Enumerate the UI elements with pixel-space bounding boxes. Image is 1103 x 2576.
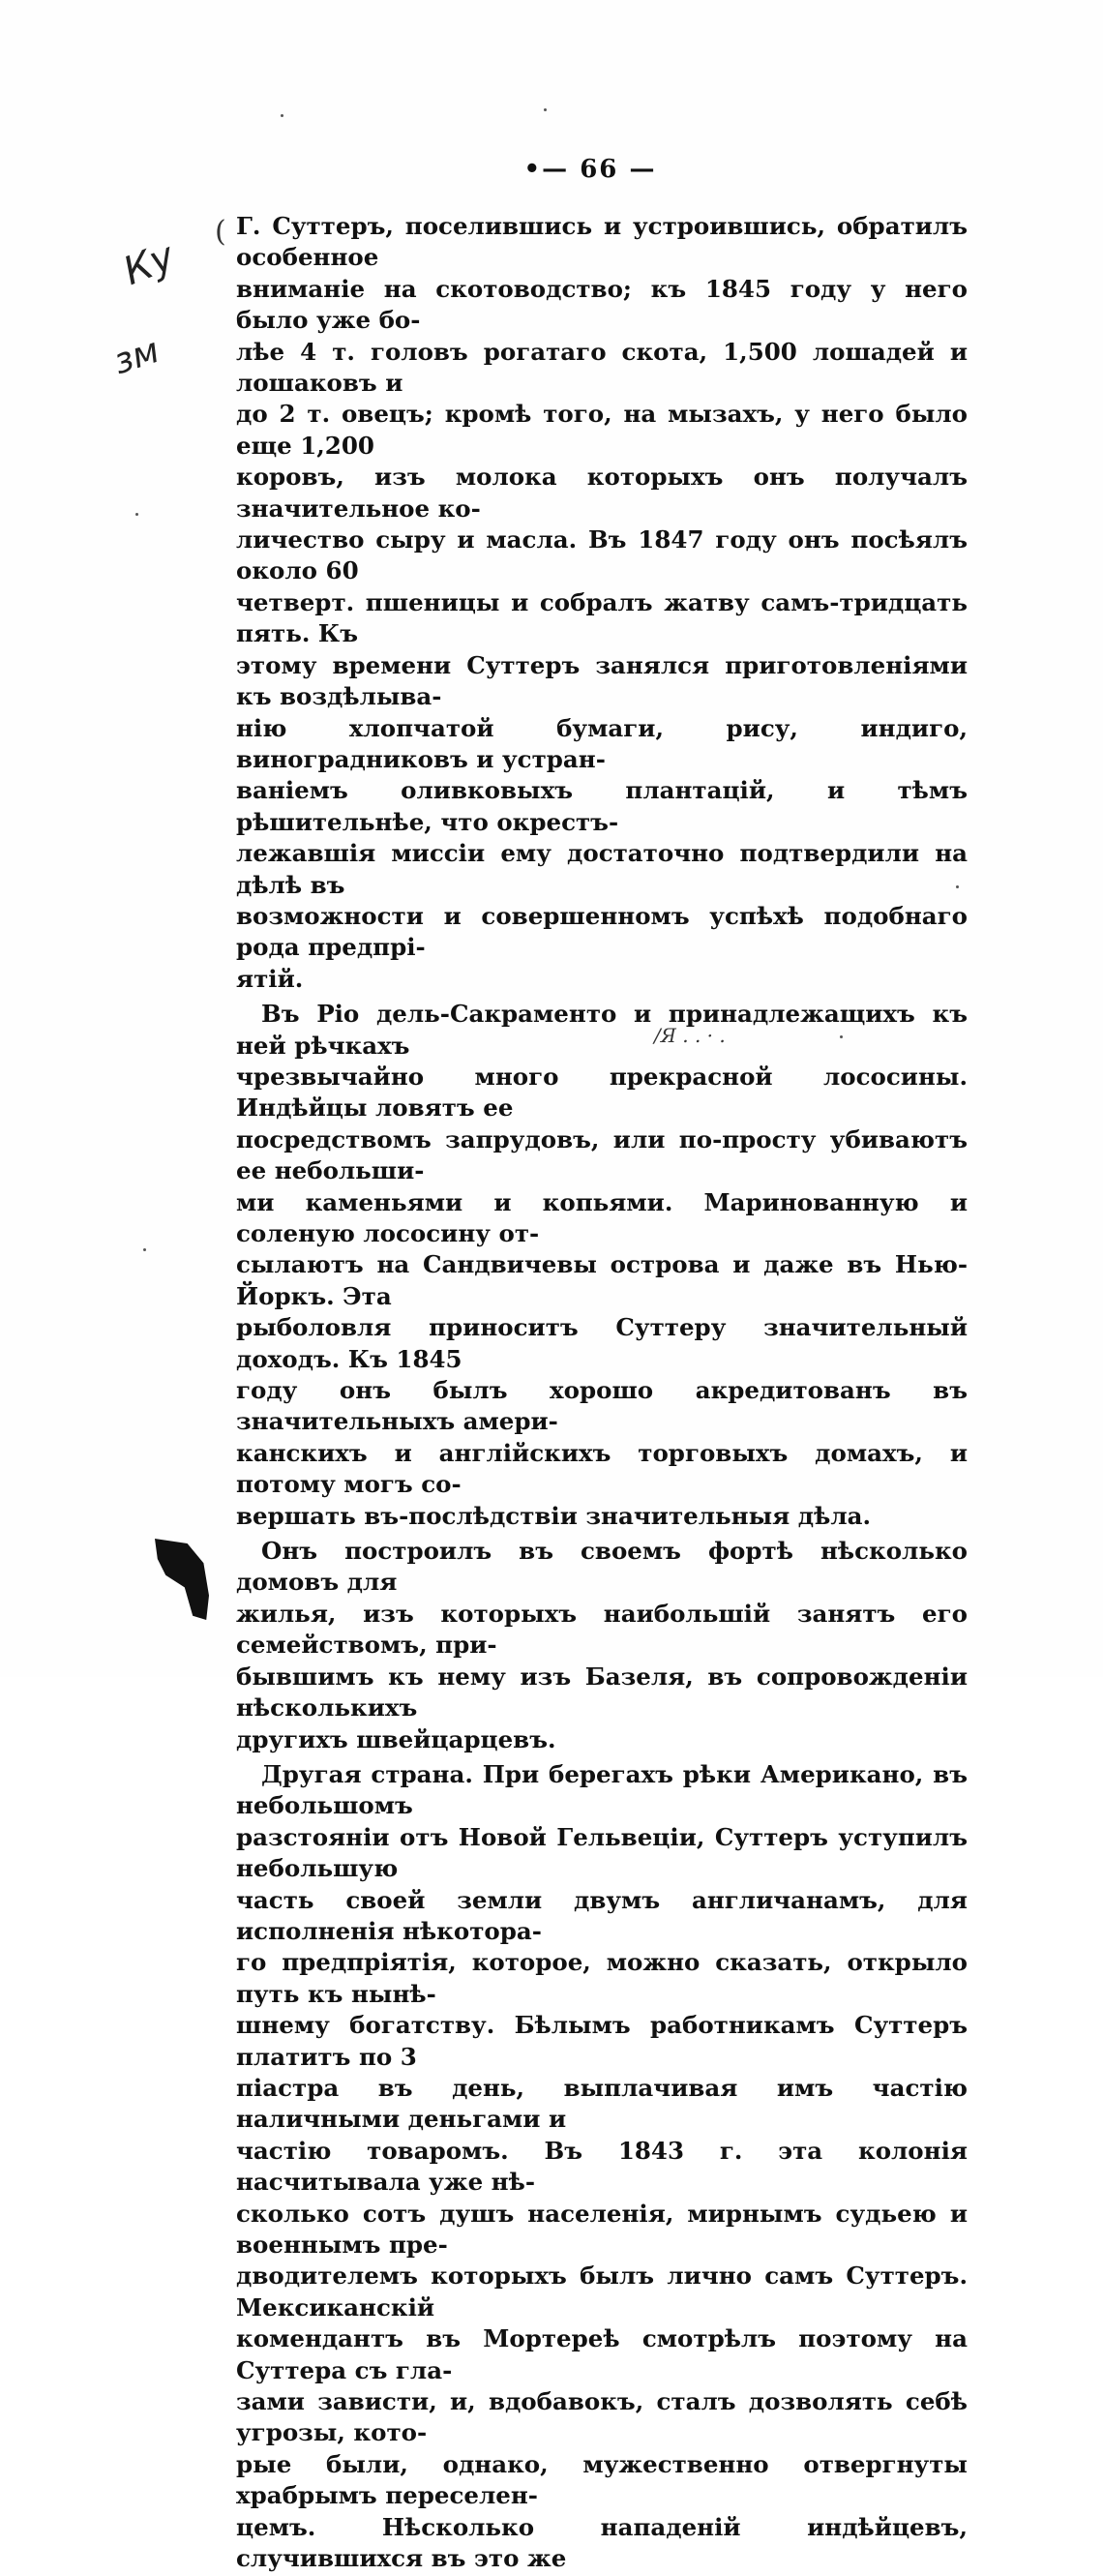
paragraph-3: Онъ построилъ въ своемъ фортѣ нѣсколько домовъ для жилья, изъ которыхъ наибольшій занятъ его семействомъ, при- бывшимъ къ нему изъ Базеля, въ сопровожденіи нѣсколькихъ другихъ швейцарцевъ.	[236, 1537, 968, 1753]
paragraph-4: Другая страна. При берегахъ рѣки Американо, въ небольшомъ разстояніи отъ Новой Гельвеціи, Суттеръ уступилъ небольшую часть своей земли двумъ англичанамъ, для исполненія нѣкотора- го предпріятія, которое, можно сказать, открыло путь къ нынѣ- шнему богатству. Бѣлымъ работникамъ Суттеръ платитъ по 3 піастра въ день, выплачивая имъ частію наличными деньгами и частію товаромъ. Въ 1843 г. эта колонія насчитывала уже нѣ- сколько сотъ душъ населенія, мирнымъ судьею и военнымъ пре- дводителемъ которыхъ былъ лично самъ Суттеръ. Мексиканскій комендантъ въ Мортереѣ смотрѣлъ поэтому на Суттера съ гла- зами зависти, и, вдобавокъ, сталъ дозволять себѣ угрозы, кото- рые были, однако, мужественно отвергнуты храбрымъ переселен- цемъ. Нѣсколько нападеній индѣйцевъ, случившихся въ это же	[236, 1759, 968, 2573]
speck	[135, 513, 138, 516]
speck	[956, 885, 959, 888]
paragraph-1: Г. Суттеръ, поселившись и устроившись, обратилъ особенное вниманіе на скотоводство; къ 1845 году у него было уже бо- лѣе 4 т. головъ рогатаго скота, 1,500 лошадей и лошаковъ и до 2 т. овецъ; кромѣ того, на мызахъ, у него было еще 1,200 коровъ, изъ молока которыхъ онъ получалъ значительное ко- личество сыру и масла. Въ 1847 году онъ посѣялъ около 60 четверт. пшеницы и собралъ жатву самъ-тридцать пять. Къ этому времени Суттеръ занялся приготовленіями къ воздѣлыва- нію хлопчатой бумаги, рису, индиго, виноградниковъ и устран- ваніемъ оливковыхъ плантацій, и тѣмъ рѣшительнѣе, что окрестъ- лежавшія миссіи ему достаточно подтвердили на дѣлѣ въ возможности и совершенномъ успѣхѣ подобнаго рода предпрі- ятій.	[236, 212, 968, 993]
margin-bracket: (	[215, 215, 226, 249]
handwritten-margin-note: зм	[108, 330, 164, 383]
ink-blot	[155, 1539, 209, 1620]
paragraph-2: Въ Ріо дель-Сакраменто и принадлежащихъ къ ней рѣчкахъ чрезвычайно много прекрасной лососины. Индѣйцы ловятъ ее посредствомъ запрудовъ, или по-просту убиваютъ ее небольши- ми каменьями и копьями. Маринованную и соленую лососину от- сылаютъ на Сандвичевы острова и даже въ Нью-Йоркъ. Эта рыболовля приноситъ Суттеру значительный доходъ. Къ 1845 году онъ былъ хорошо акредитованъ въ значительныхъ амери- канскихъ и англійскихъ торговыхъ домахъ, и потому могъ со- вершать въ-послѣдствіи значительныя дѣла.	[236, 1000, 968, 1530]
speck	[143, 1248, 146, 1251]
speck	[840, 1035, 843, 1038]
page-number: •— 66 —	[523, 155, 657, 184]
speck	[544, 108, 547, 111]
handwritten-scribble: /Я . . · .	[654, 1024, 726, 1047]
body-text	[236, 211, 968, 2576]
speck	[281, 114, 283, 117]
handwritten-margin-note: Ку	[117, 233, 181, 295]
